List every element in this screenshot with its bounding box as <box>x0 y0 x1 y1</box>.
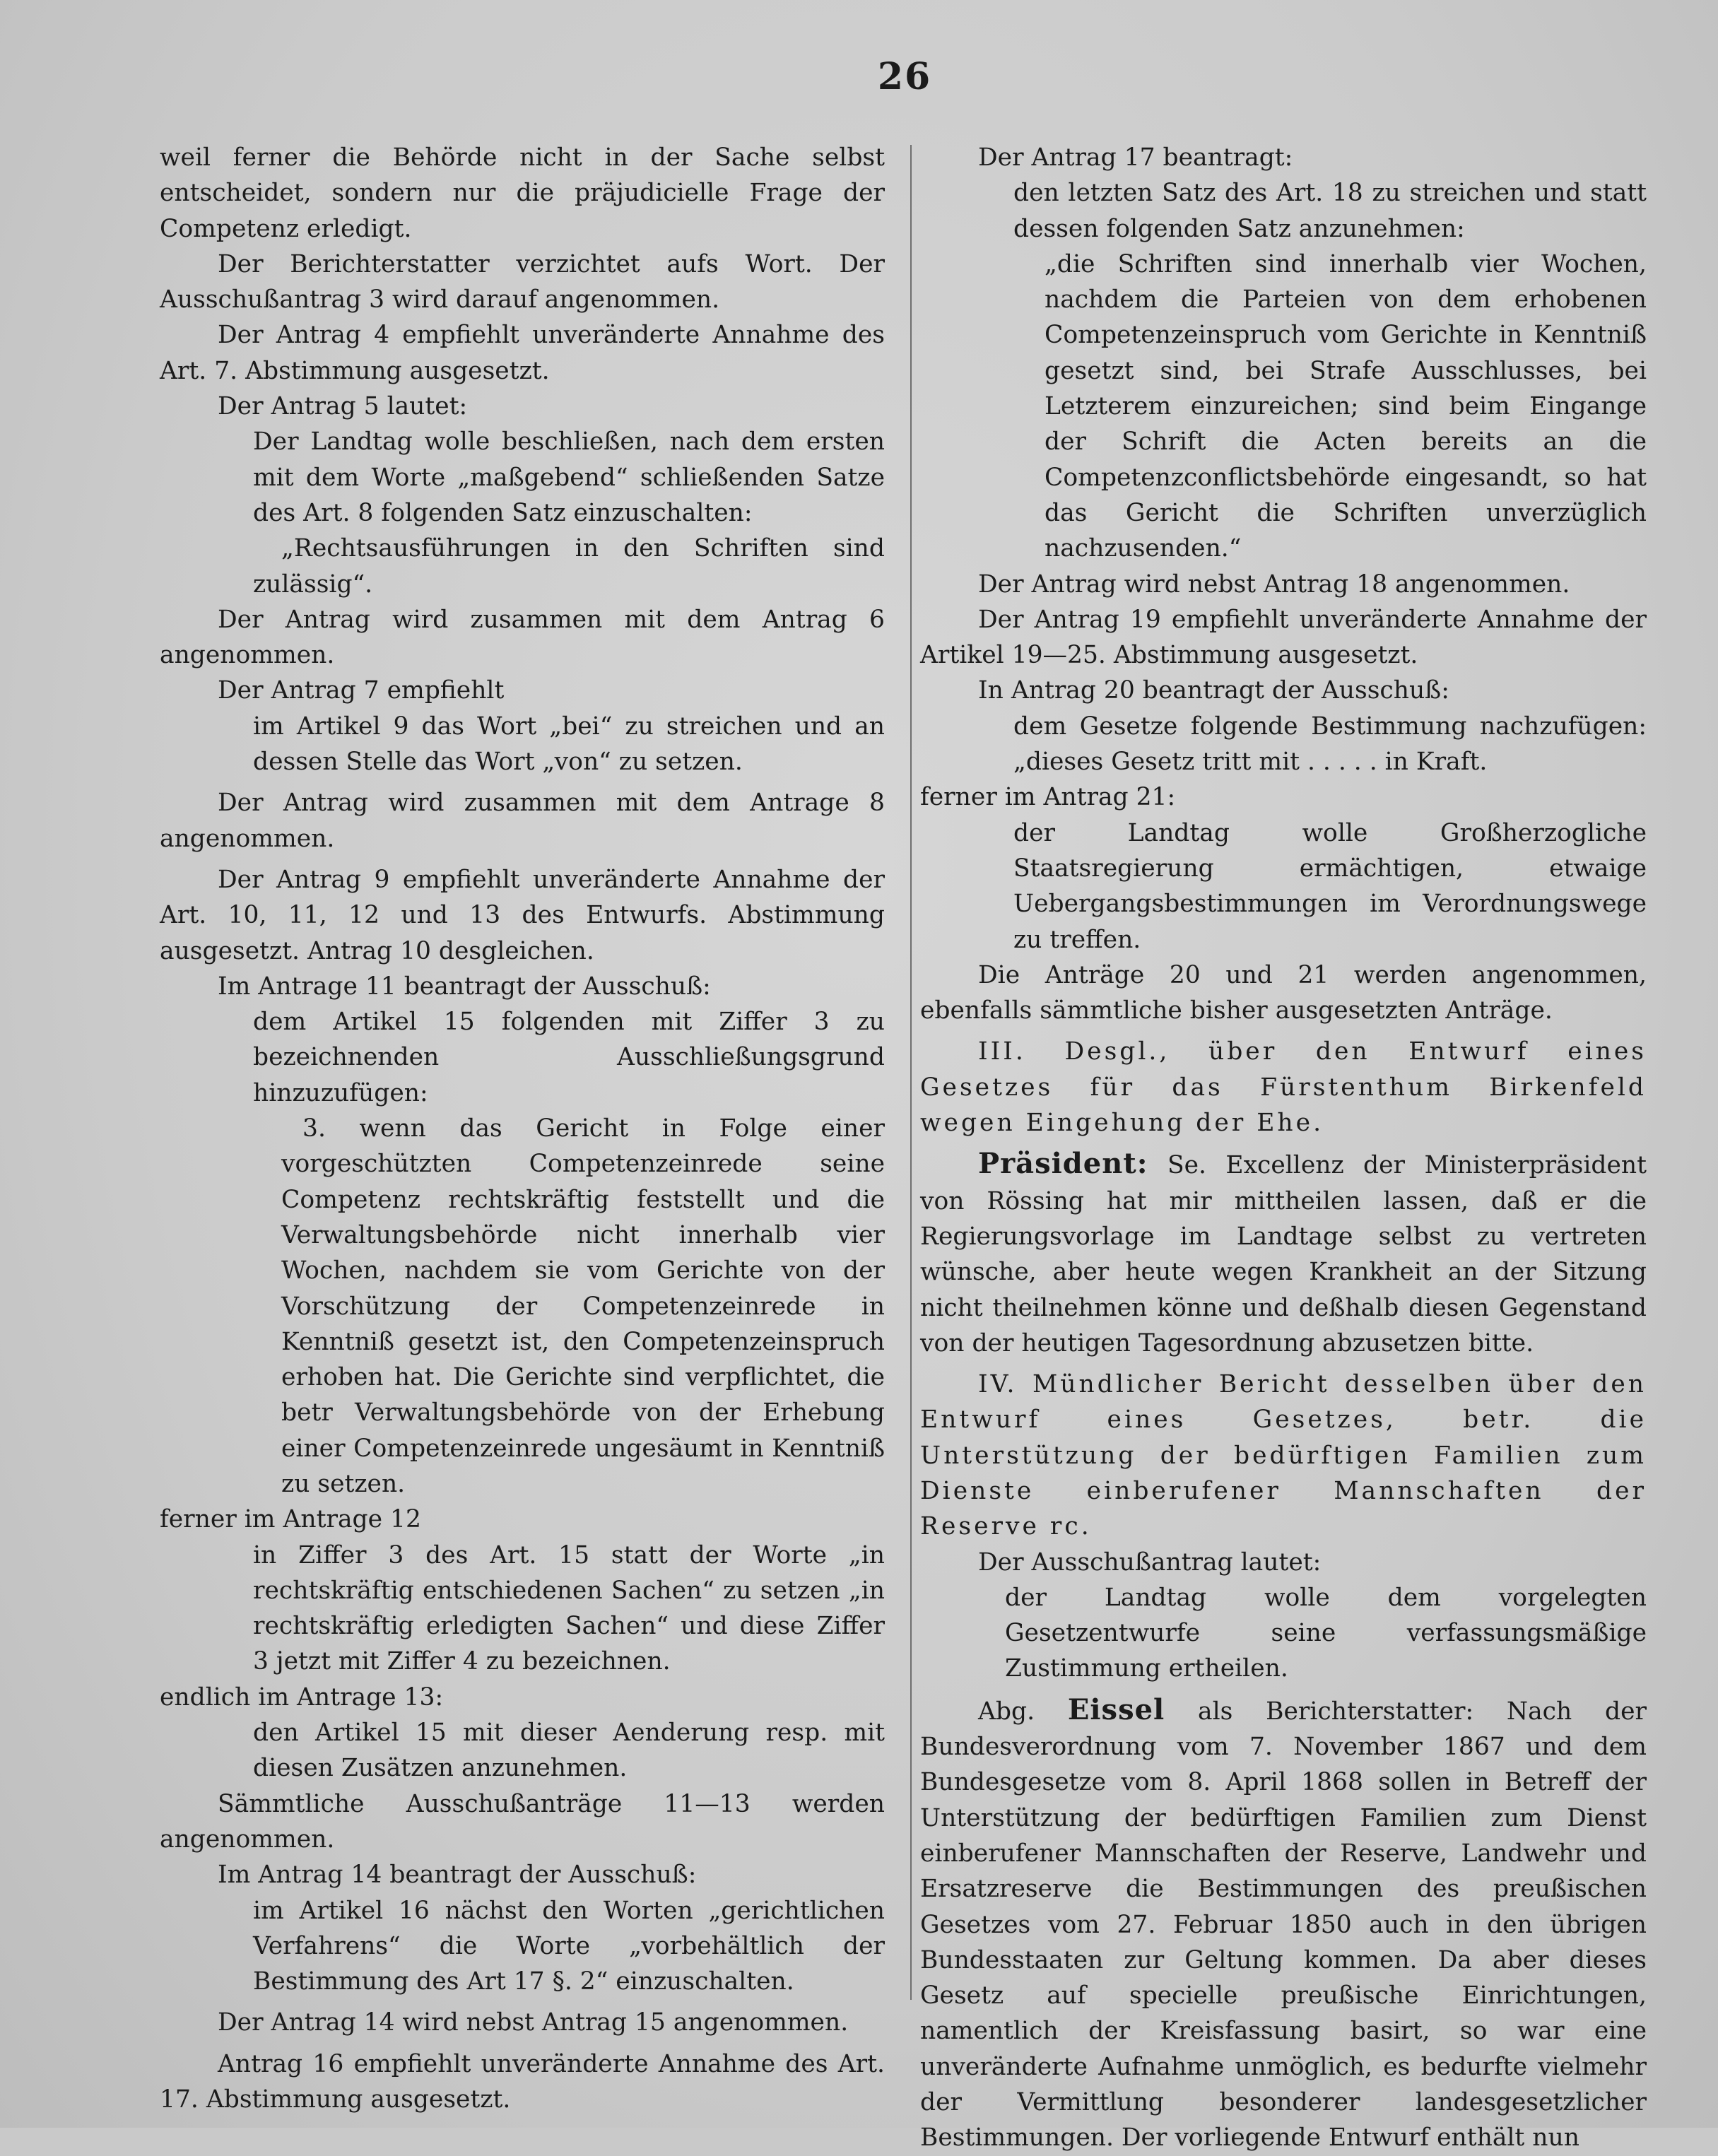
paragraph: Der Antrag 4 empfiehlt unveränderte Annahme des Art. 7. Abstimmung ausgesetzt. <box>160 321 885 385</box>
speech-text: Se. Excellenz der Ministerpräsident von Rössing hat mir mittheilen lassen, daß er die Regierungsvorlage im Landtage selbst zu vertreten wünsche, aber heute wegen Krankheit an der Sitzung nicht theilnehmen könne und deßhalb diesen Gegenstand von der heutigen Tagesordnung abzusetzen bitte. <box>920 1151 1647 1357</box>
paragraph: Der Antrag 19 empfiehlt unveränderte Annahme der Artikel 19—25. Abstimmung ausgesetzt. <box>920 605 1647 670</box>
paragraph: Der Antrag wird zusammen mit dem Antrag 6 angenommen. <box>160 605 885 670</box>
paragraph: Der Antrag wird zusammen mit dem Antrage 8 angenommen. <box>160 789 885 853</box>
speaker-paragraph <box>920 1692 1647 2156</box>
quoted-motion: Der Landtag wolle beschließen, nach dem ersten mit dem Worte „maßgebend“ schließenden Satze des Art. 8 folgenden Satz einzuschalten: <box>253 428 885 527</box>
speaker-name: Eissel <box>1067 1692 1165 1726</box>
paragraph: ferner im Antrag 21: <box>920 783 1176 812</box>
paragraph: endlich im Antrage 13: <box>160 1683 444 1712</box>
quoted-motion: den Artikel 15 mit dieser Aenderung resp. mit diesen Zusätzen anzunehmen. <box>253 1719 885 1783</box>
speaker-paragraph <box>920 1146 1647 1361</box>
quoted-motion: „die Schriften sind innerhalb vier Wochen, nachdem die Parteien von dem erhobenen Competenzeinspruch vom Gerichte in Kenntniß gesetzt sind, bei Strafe Ausschlusses, bei Letzterem einzureichen; sind beim Eingange der Schrift die Acten bereits an die Competenzconflictsbehörde eingesandt, so hat das Gericht die Schriften unverzüglich nachzusenden.“ <box>1045 249 1647 563</box>
quoted-motion: der Landtag wolle dem vorgelegten Gesetzentwurfe seine verfassungsmäßige Zustimmung ertheilen. <box>1005 1583 1647 1683</box>
paragraph: ferner im Antrage 12 <box>160 1505 421 1534</box>
speaker-name: Präsident: <box>978 1147 1148 1181</box>
paragraph: Der Antrag 17 beantragt: <box>978 143 1293 172</box>
paragraph: weil ferner die Behörde nicht in der Sache selbst entscheidet, sondern nur die präjudicielle Frage der Competenz erledigt. <box>160 143 885 243</box>
paragraph: Der Antrag wird nebst Antrag 18 angenommen. <box>978 570 1570 599</box>
quoted-motion: in Ziffer 3 des Art. 15 statt der Worte „in rechtskräftig entschiedenen Sachen“ zu setzen „in rechtskräftig erledigten Sachen“ und diese Ziffer 3 jetzt mit Ziffer 4 zu bezeichnen. <box>253 1541 885 1676</box>
column-divider <box>910 145 912 2000</box>
page-number: 26 <box>877 55 932 98</box>
paragraph: Der Antrag 9 empfiehlt unveränderte Annahme der Art. 10, 11, 12 und 13 des Entwurfs. Abstimmung ausgesetzt. Antrag 10 desgleichen. <box>160 865 885 965</box>
paragraph: Der Antrag 14 wird nebst Antrag 15 angenommen. <box>218 2008 849 2037</box>
paragraph: Antrag 16 empfiehlt unveränderte Annahme des Art. 17. Abstimmung ausgesetzt. <box>160 2049 885 2114</box>
paragraph: Die Anträge 20 und 21 werden angenommen, ebenfalls sämmtliche bisher ausgesetzten Anträge. <box>920 960 1647 1025</box>
paragraph: Im Antrag 14 beantragt der Ausschuß: <box>218 1861 697 1890</box>
quoted-motion: den letzten Satz des Art. 18 zu streichen und statt dessen folgenden Satz anzunehmen: <box>1013 179 1647 243</box>
quoted-motion: im Artikel 9 das Wort „bei“ zu streichen und an dessen Stelle das Wort „von“ zu setzen. <box>253 712 885 777</box>
paragraph: Der Antrag 7 empfiehlt <box>218 676 505 705</box>
paragraph: Der Antrag 5 lautet: <box>218 392 468 421</box>
quoted-motion: der Landtag wolle Großherzogliche Staatsregierung ermächtigen, etwaige Uebergangsbestimmungen im Verordnungswege zu treffen. <box>1013 818 1647 954</box>
right-column <box>920 140 1647 2156</box>
quoted-motion: dem Artikel 15 folgenden mit Ziffer 3 zu bezeichnenden Ausschließungsgrund hinzuzufügen: <box>253 1008 885 1107</box>
paragraph: Im Antrage 11 beantragt der Ausschuß: <box>218 972 711 1001</box>
agenda-item-heading: IV. Mündlicher Bericht desselben über den Entwurf eines Gesetzes, betr. die Unterstützung der bedürftigen Familien zum Dienste einberufener Mannschaften der Reserve rc. <box>920 1370 1647 1541</box>
quoted-motion: „Rechtsausführungen in den Schriften sind zulässig“. <box>253 534 885 599</box>
paragraph: Sämmtliche Ausschußanträge 11—13 werden angenommen. <box>160 1789 885 1854</box>
paragraph: Der Ausschußantrag lautet: <box>978 1548 1322 1577</box>
agenda-item-heading: III. Desgl., über den Entwurf eines Gesetzes für das Fürstenthum Birkenfeld wegen Eingehung der Ehe. <box>920 1037 1647 1138</box>
speaker-prefix: Abg. <box>978 1697 1035 1726</box>
quoted-motion: 3. wenn das Gericht in Folge einer vorgeschützten Competenzeinrede seine Competenz rechtskräftig feststellt und die Verwaltungsbehörde nicht innerhalb vier Wochen, nachdem sie vom Gerichte von der Vorschützung der Competenzeinrede in Kenntniß gesetzt ist, den Competenzeinspruch erhoben hat. Die Gerichte sind verpflichtet, die betr Verwaltungsbehörde von der Erhebung einer Competenzeinrede ungesäumt in Kenntniß zu setzen. <box>281 1114 885 1498</box>
paragraph: In Antrag 20 beantragt der Ausschuß: <box>978 676 1449 705</box>
quoted-motion: dem Gesetze folgende Bestimmung nachzufügen: „dieses Gesetz tritt mit . . . . . in Kraft. <box>1013 712 1647 777</box>
quoted-motion: im Artikel 16 nächst den Worten „gerichtlichen Verfahrens“ die Worte „vorbehältlich der Bestimmung des Art 17 §. 2“ einzuschalten. <box>253 1896 885 1996</box>
paragraph: Der Berichterstatter verzichtet aufs Wort. Der Ausschußantrag 3 wird darauf angenommen. <box>160 249 885 314</box>
speech-text: als Berichterstatter: Nach der Bundesverordnung vom 7. November 1867 und dem Bundesgesetze vom 8. April 1868 sollen in Betreff der Unterstützung der bedürftigen Familien zum Dienst einberufener Mannschaften der Reserve, Landwehr und Ersatzreserve die Bestimmungen des preußischen Gesetzes vom 27. Februar 1850 auch in den übrigen Bundesstaaten zur Geltung kommen. Da aber dieses Gesetz auf specielle preußische Einrichtungen, namentlich der Kreisfassung basirt, so war eine unveränderte Aufnahme unmöglich, es bedurfte vielmehr der Vermittlung besonderer landesgesetzlicher Bestimmungen. Der vorliegende Entwurf enthält nun <box>920 1697 1647 2152</box>
left-column <box>160 140 885 2117</box>
